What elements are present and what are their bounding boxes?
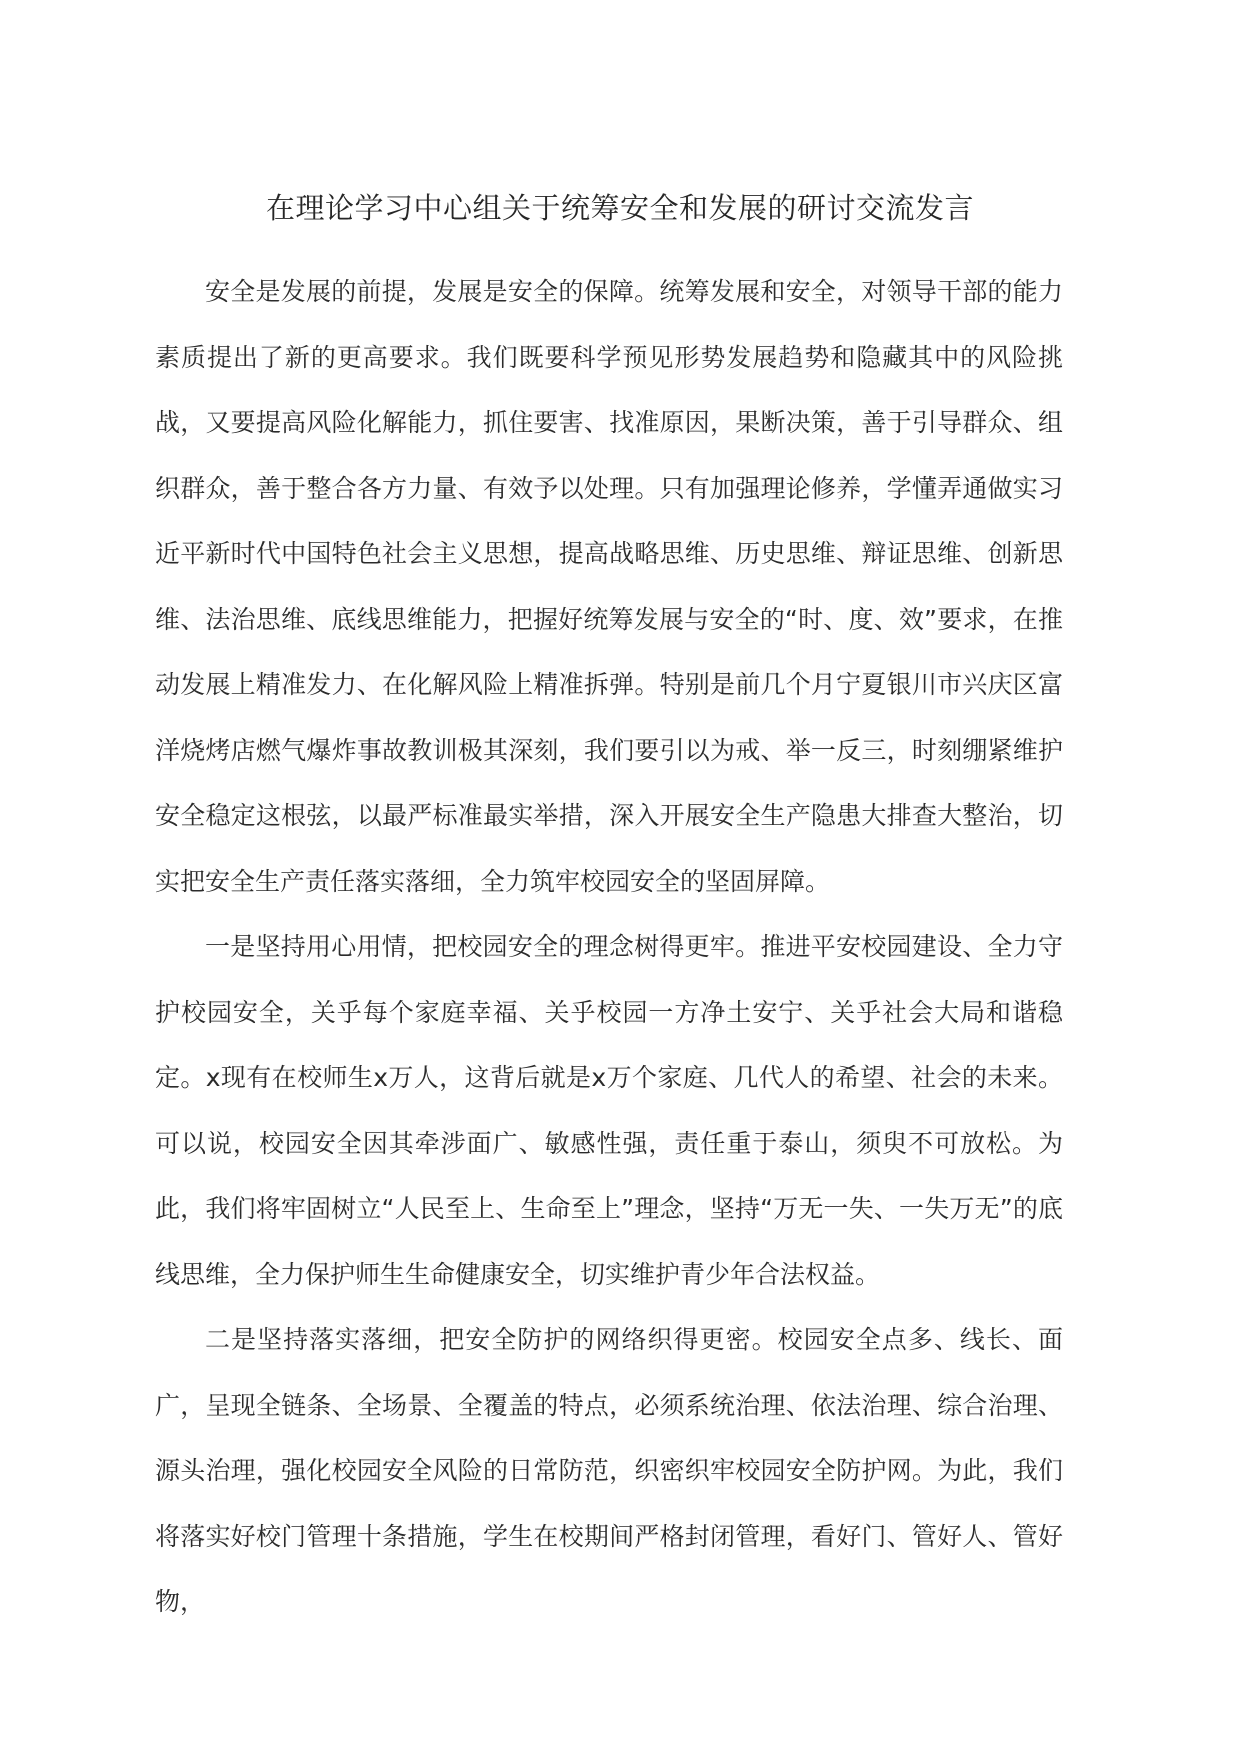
paragraph-point-two: 二是坚持落实落细，把安全防护的网络织得更密。校园安全点多、线长、面广，呈现全链条、全场景、全覆盖的特点，必须系统治理、依法治理、综合治理、源头治理，强化校园安全风险的日常防范，织密织牢校园安全防护网。为此，我们将落实好校门管理十条措施，学生在校期间严格封闭管理，看好门、管好人、管好物，: [155, 1325, 1063, 1616]
paragraph-point-one: 一是坚持用心用情，把校园安全的理念树得更牢。推进平安校园建设、全力守护校园安全，关乎每个家庭幸福、关乎校园一方净土安宁、关乎社会大局和谐稳定。x现有在校师生x万人，这背后就是x万个家庭、几代人的希望、社会的未来。可以说，校园安全因其牵涉面广、敏感性强，责任重于泰山，须臾不可放松。为此，我们将牢固树立“人民至上、生命至上”理念，坚持“万无一失、一失万无”的底线思维，全力保护师生生命健康安全，切实维护青少年合法权益。: [155, 932, 1063, 1289]
document-body: [155, 259, 1063, 1635]
document-title: 在理论学习中心组关于统筹安全和发展的研讨交流发言: [265, 191, 974, 225]
paragraph-intro: 安全是发展的前提，发展是安全的保障。统筹发展和安全，对领导干部的能力素质提出了新的更高要求。我们既要科学预见形势发展趋势和隐藏其中的风险挑战，又要提高风险化解能力，抓住要害、找准原因，果断决策，善于引导群众、组织群众，善于整合各方力量、有效予以处理。只有加强理论修养，学懂弄通做实习近平新时代中国特色社会主义思想，提高战略思维、历史思维、辩证思维、创新思维、法治思维、底线思维能力，把握好统筹发展与安全的“时、度、效”要求，在推动发展上精准发力、在化解风险上精准拆弹。特别是前几个月宁夏银川市兴庆区富洋烧烤店燃气爆炸事故教训极其深刻，我们要引以为戒、举一反三，时刻绷紧维护安全稳定这根弦，以最严标准最实举措，深入开展安全生产隐患大排查大整治，切实把安全生产责任落实落细，全力筑牢校园安全的坚固屏障。: [155, 277, 1063, 896]
